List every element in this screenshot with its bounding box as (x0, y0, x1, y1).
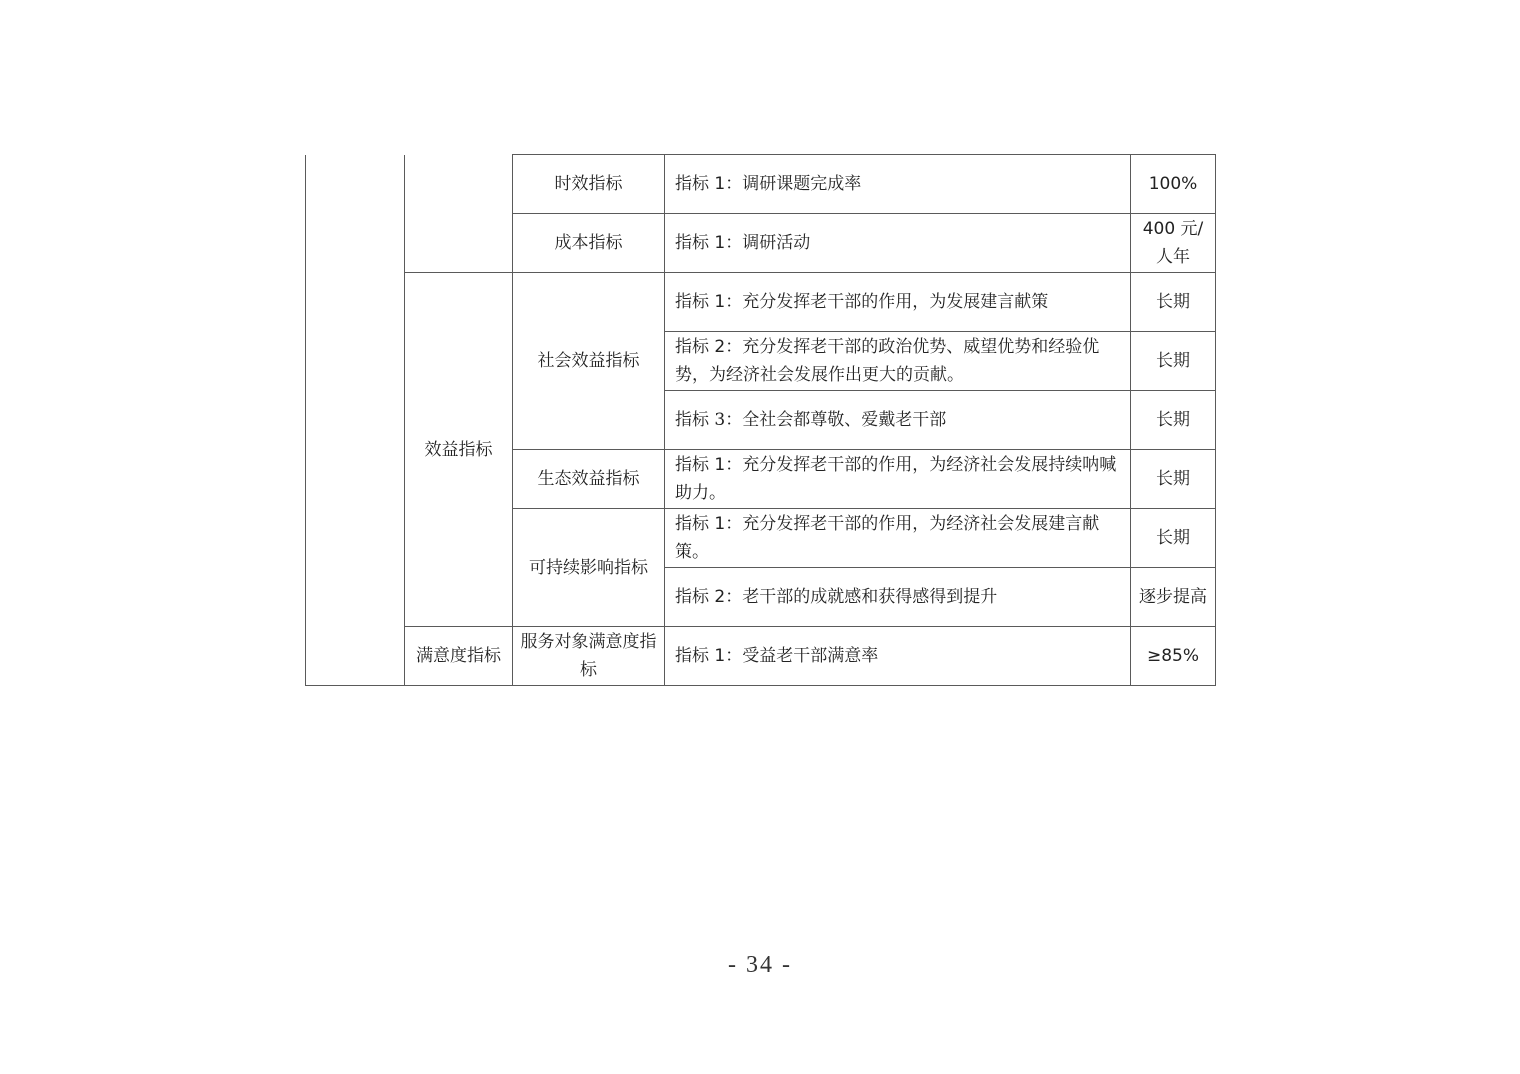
indicator-cell: 指标 1：调研活动 (665, 214, 1131, 273)
level2-cell: 满意度指标 (405, 627, 513, 686)
indicator-cell: 指标 1：受益老干部满意率 (665, 627, 1131, 686)
value-cell: 400 元/人年 (1131, 214, 1216, 273)
level3-cell: 社会效益指标 (513, 273, 665, 450)
page-number: - 34 - (728, 952, 792, 978)
table-row (306, 627, 1216, 686)
level2-cell: 效益指标 (405, 273, 513, 627)
value-cell: 长期 (1131, 509, 1216, 568)
level2-cell-top (405, 155, 513, 273)
performance-indicator-table (305, 154, 1216, 686)
level1-cell (306, 155, 405, 686)
indicator-cell: 指标 1：充分发挥老干部的作用，为经济社会发展持续呐喊助力。 (665, 450, 1131, 509)
indicator-cell: 指标 2：充分发挥老干部的政治优势、威望优势和经验优势，为经济社会发展作出更大的贡献。 (665, 332, 1131, 391)
indicator-cell: 指标 1：调研课题完成率 (665, 155, 1131, 214)
indicator-cell: 指标 1：充分发挥老干部的作用，为发展建言献策 (665, 273, 1131, 332)
level3-cell: 生态效益指标 (513, 450, 665, 509)
level3-cell: 时效指标 (513, 155, 665, 214)
level3-cell: 服务对象满意度指标 (513, 627, 665, 686)
indicator-cell: 指标 3：全社会都尊敬、爱戴老干部 (665, 391, 1131, 450)
value-cell: 100% (1131, 155, 1216, 214)
level3-cell: 成本指标 (513, 214, 665, 273)
value-cell: 长期 (1131, 332, 1216, 391)
value-cell: ≥85% (1131, 627, 1216, 686)
value-cell: 逐步提高 (1131, 568, 1216, 627)
value-cell: 长期 (1131, 273, 1216, 332)
level3-cell: 可持续影响指标 (513, 509, 665, 627)
table-row (306, 155, 1216, 214)
indicator-cell: 指标 1：充分发挥老干部的作用，为经济社会发展建言献策。 (665, 509, 1131, 568)
table-row (306, 273, 1216, 332)
value-cell: 长期 (1131, 450, 1216, 509)
value-cell: 长期 (1131, 391, 1216, 450)
indicator-cell: 指标 2：老干部的成就感和获得感得到提升 (665, 568, 1131, 627)
